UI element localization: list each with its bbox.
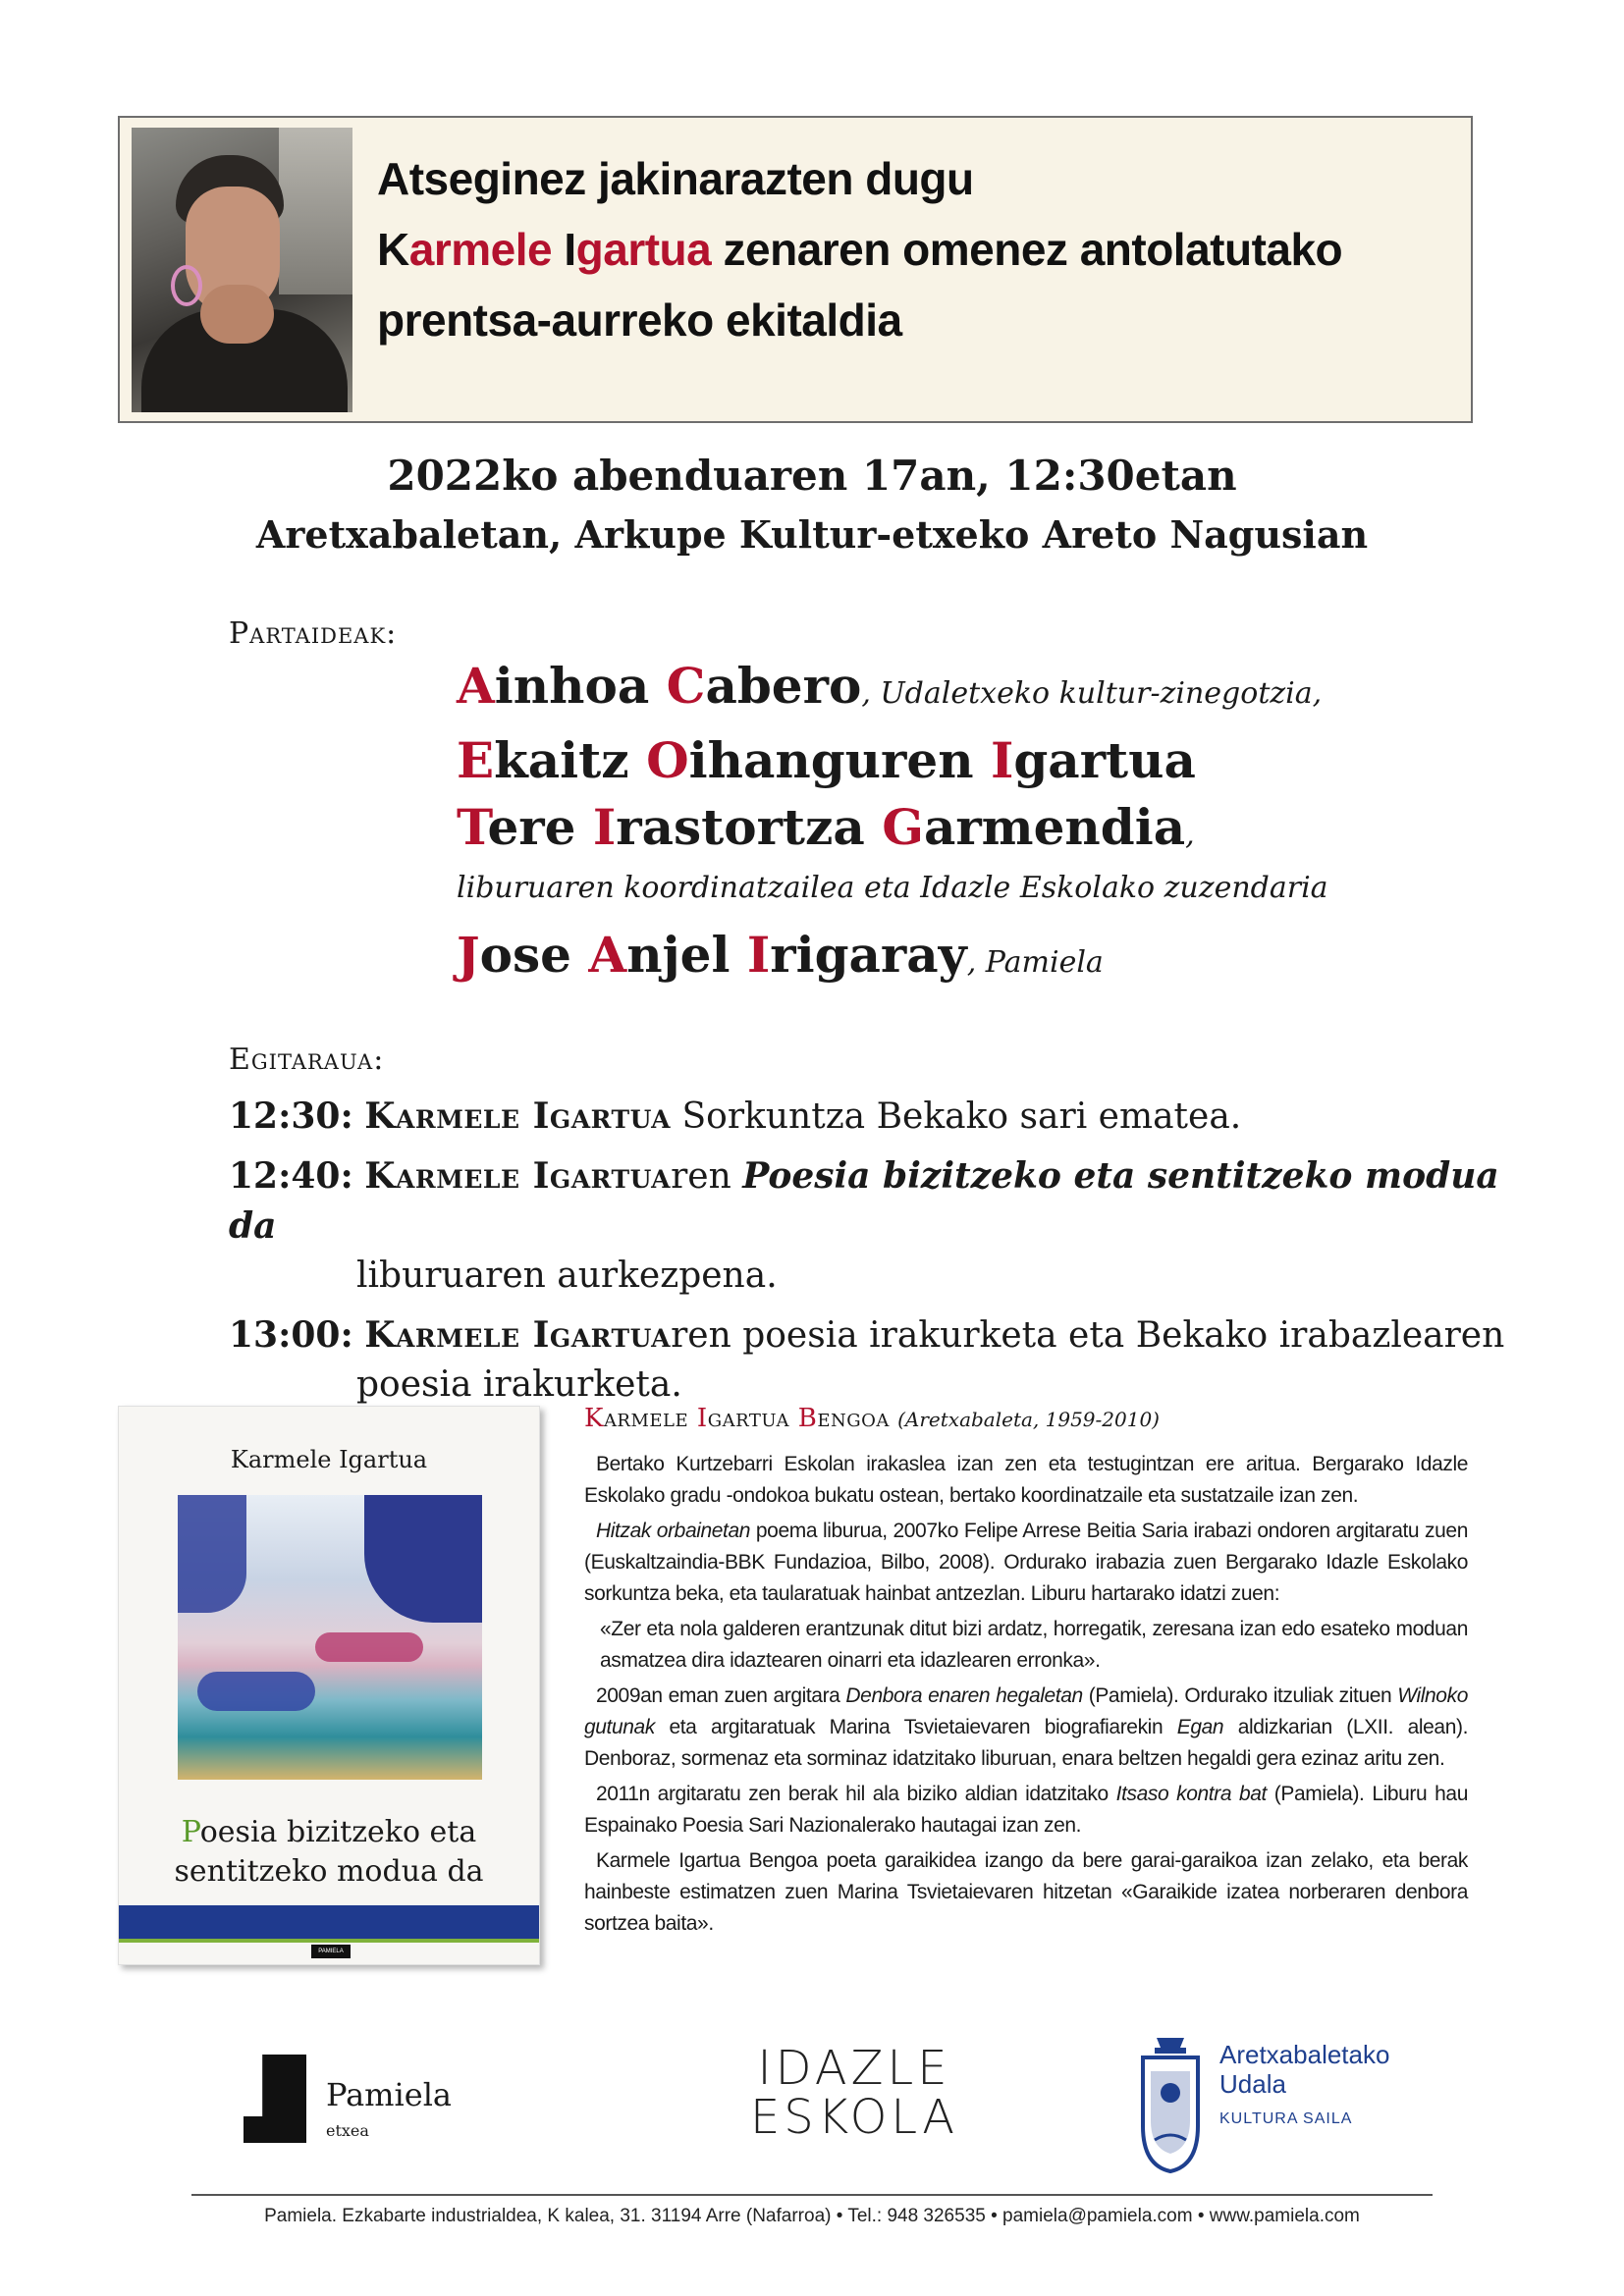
shield-icon: [1137, 2032, 1204, 2174]
bio-paragraph-4: 2011n argitaratu zen berak hil ala biziko aldian idatzitako Itsaso kontra bat (Pamiela). Liburu hau Espainako Poesia Sari Nazionalerako hautagai izan zen.: [584, 1783, 1468, 1837]
event-info: [0, 447, 1624, 564]
pamiela-logo-name: Pamiela: [326, 2076, 452, 2113]
header-line-3: prentsa-aurreko ekitaldia: [377, 294, 902, 346]
header-line-2: Karmele Igartua zenaren omenez antolatutako: [377, 224, 1343, 275]
bio-paragraph-5: Karmele Igartua Bengoa poeta garaikidea izango da bere garai-garaikoa izan zelako, eta berak hainbeste estimatzen zuen Marina Tsvietaievaren hitzetan «Garaikide izatea norberaren denbora sortzea baita».: [584, 1849, 1468, 1935]
bio-quote: «Zer eta nola galderen erantzunak ditut bizi ardatz, horregatik, zeresana izan edo esateko moduan asmatzea dira idaztearen oinarri eta idazlearen erronka».: [600, 1618, 1468, 1672]
book-publisher-logo: PAMIELA: [311, 1945, 351, 1958]
participant-1: Ainhoa Cabero, Udaletxeko kultur-zinegotzia,: [457, 657, 1323, 715]
bio-section: [584, 1404, 1468, 1944]
aretxabaleta-logo: [1137, 2032, 1432, 2174]
program-item-1: 12:30: Karmele Igartua Sorkuntza Bekako sari ematea.: [229, 1095, 1242, 1137]
header-box: [118, 116, 1473, 423]
pamiela-mark-icon: [244, 2055, 306, 2143]
program-item-2: 12:40: Karmele Igartuaren Poesia bizitzeko eta sentitzeko modua da liburuaren aurkezpena.: [229, 1155, 1499, 1296]
book-cover: [118, 1406, 540, 1965]
participant-3-role: liburuaren koordinatzailea eta Idazle Eskolako zuzendaria: [457, 871, 1328, 905]
pamiela-logo: [244, 2047, 479, 2155]
idazle-eskola-logo: [717, 2041, 992, 2145]
event-date: 2022ko abenduaren 17an, 12:30etan: [387, 452, 1237, 500]
book-title: Poesia bizitzeko eta sentitzeko modua da: [174, 1815, 484, 1889]
bio-paragraph-2: Hitzak orbainetan poema liburua, 2007ko Felipe Arrese Beitia Saria irabazi ondoren argitaratu zuen (Euskaltzaindia-BBK Fundazioa, Bilbo, 2008). Ordurako irabazia zuen Bergarako Idazle Eskolako sorkuntza beka, eta taularatuak hainbat antzezlan. Liburu hartarako idatzi zuen:: [584, 1520, 1468, 1605]
program-label: Egitaraua:: [229, 1042, 385, 1077]
event-place: Aretxabaletan, Arkupe Kultur-etxeko Areto Nagusian: [255, 512, 1369, 557]
aretxabaleta-name: Aretxabaletako Udala: [1219, 2040, 1390, 2099]
bio-paragraph-1: Bertako Kurtzebarri Eskolan irakaslea izan zen eta testugintzan ere aritua. Bergarako Idazle Eskolako gradu -ondokoa bukatu ostean, bertako koordinatzaile eta sustatzaile izan zen.: [584, 1453, 1468, 1507]
program-list: [229, 1092, 1505, 1419]
idazle-line-2: ESKOLA: [749, 2090, 959, 2145]
footer-divider: [191, 2194, 1433, 2196]
book-author: Karmele Igartua: [230, 1446, 428, 1473]
pamiela-logo-sub: etxea: [326, 2121, 369, 2140]
aretxabaleta-sub: KULTURA SAILA: [1219, 2110, 1353, 2127]
participants-label: Partaideak:: [229, 616, 398, 651]
footer-contact: Pamiela. Ezkabarte industrialdea, K kalea, 31. 31194 Arre (Nafarroa) • Tel.: 948 326535 • pamiela@pamiela.com • www.pamiela.com: [264, 2206, 1360, 2226]
bio-paragraph-3: 2009an eman zuen argitara Denbora enaren hegaletan (Pamiela). Ordurako itzuliak zituen Wilnoko gutunak eta argitaratuak Marina Tsvietaievaren biografiarekin Egan aldizkarian (LXII. alean). Denboraz, sormenaz eta sorminaz idatzitako liburuan, enara beltzen hegaldi gera ezinaz aritu zen.: [584, 1684, 1469, 1770]
idazle-line-1: IDAZLE: [757, 2041, 951, 2096]
program-item-3: 13:00: Karmele Igartuaren poesia irakurketa eta Bekako irabazlearen poesia irakurketa.: [229, 1314, 1505, 1405]
header-line-1: Atseginez jakinarazten dugu: [377, 153, 974, 204]
book-painting: [178, 1495, 482, 1780]
participant-4: Jose Anjel Irigaray, Pamiela: [457, 926, 1104, 984]
participant-3: Tere Irastortza Garmendia,: [457, 798, 1195, 856]
book-stripe: [119, 1905, 539, 1943]
participant-2: Ekaitz Oihanguren Igartua: [457, 731, 1196, 789]
participants-list: [457, 653, 1537, 996]
bio-title: Karmele Igartua Bengoa (Aretxabaleta, 1959-2010): [584, 1404, 1160, 1433]
header-heading: [377, 143, 1467, 355]
portrait-photo: [132, 128, 352, 412]
